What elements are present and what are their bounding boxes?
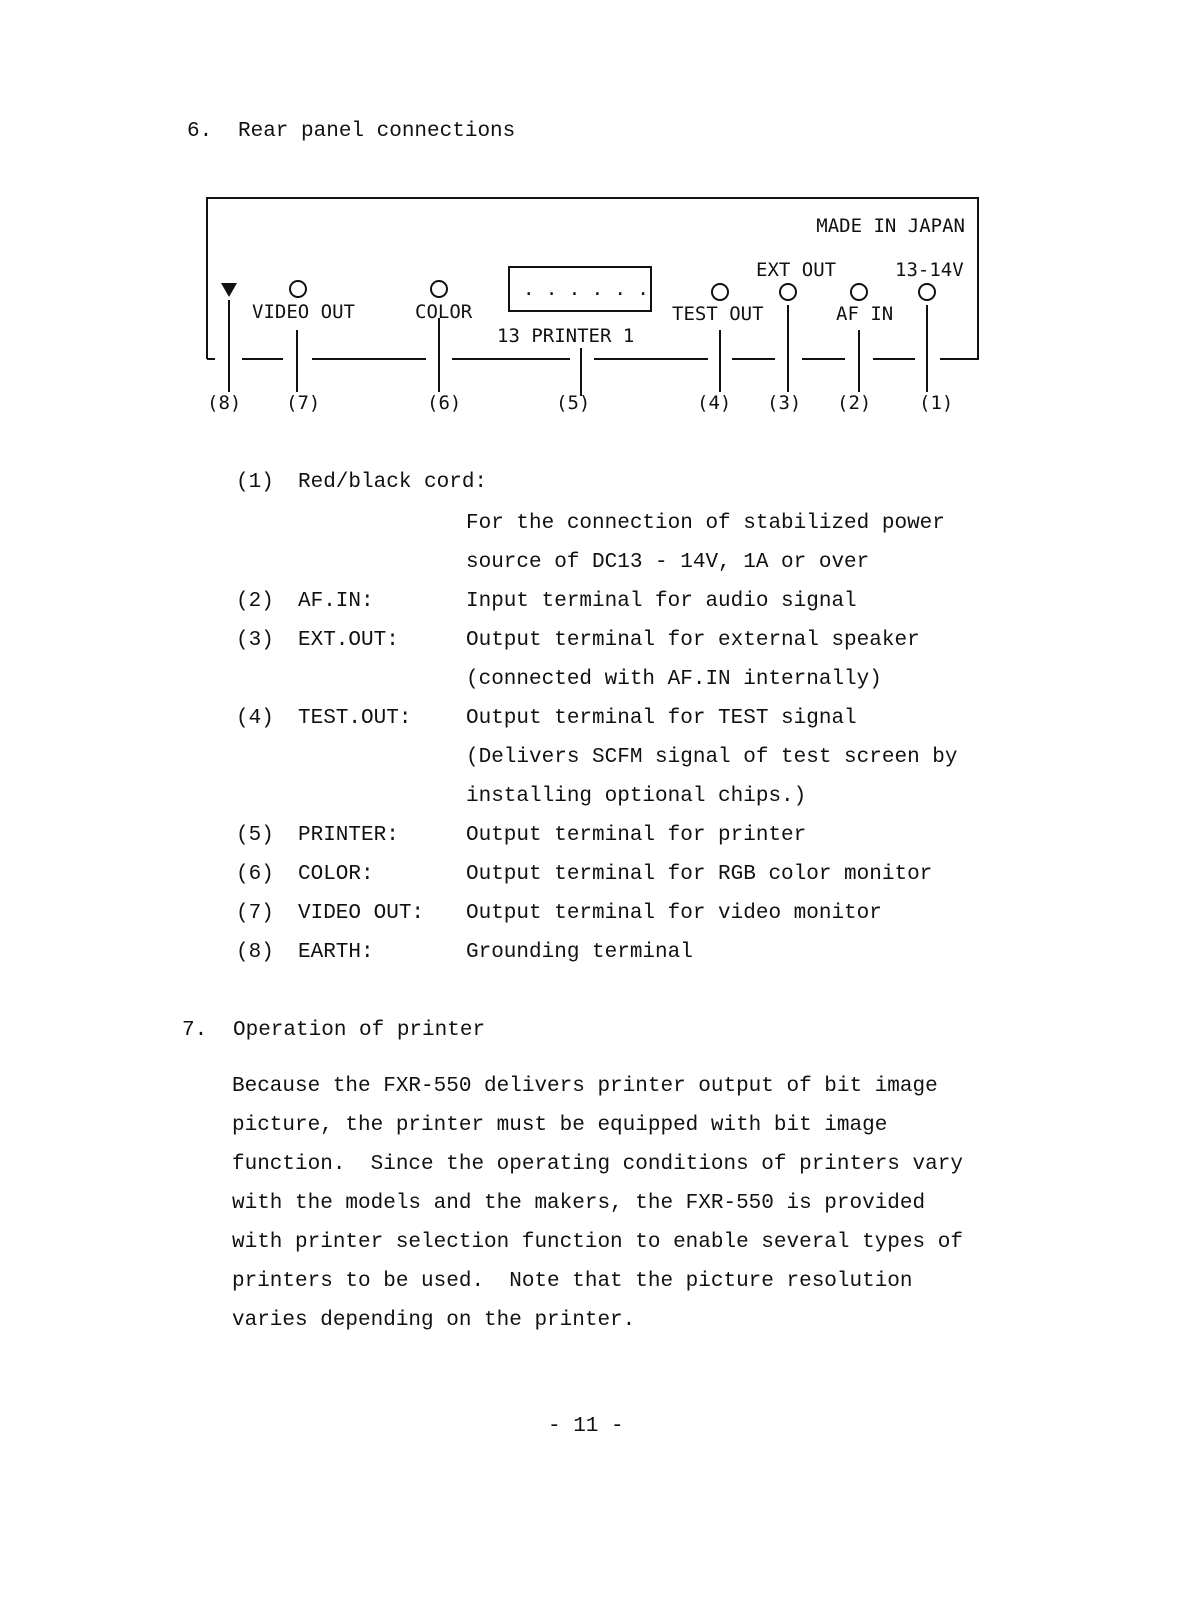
item-number: (4) — [236, 707, 274, 730]
item-description: Output terminal for external speaker — [466, 629, 920, 652]
callout-2: (2) — [837, 392, 872, 414]
callout-7: (7) — [286, 392, 321, 414]
color-jack — [431, 281, 447, 297]
item-number: (1) — [236, 471, 274, 494]
voltage-label: 13-14V — [895, 259, 964, 281]
item-description: Output terminal for RGB color monitor — [466, 863, 933, 886]
paragraph-line: with the models and the makers, the FXR-550 is provided — [232, 1192, 926, 1215]
power-cord-jack — [919, 284, 935, 300]
item-number: (6) — [236, 863, 274, 886]
item-label: Red/black cord: — [298, 471, 488, 494]
item-number: (3) — [236, 629, 274, 652]
item-label: EXT.OUT: — [298, 629, 399, 652]
paragraph-line: varies depending on the printer. — [232, 1309, 636, 1332]
paragraph-line: function. Since the operating conditions of printers vary — [232, 1153, 963, 1176]
callout-6: (6) — [427, 392, 462, 414]
callout-5: (5) — [556, 392, 591, 414]
test-out-label: TEST OUT — [672, 303, 764, 325]
item-number: (5) — [236, 824, 274, 847]
ext-out-jack — [780, 284, 796, 300]
test-out-jack — [712, 284, 728, 300]
item-label: TEST.OUT: — [298, 707, 412, 730]
af-in-jack — [851, 284, 867, 300]
paragraph-line: printers to be used. Note that the picture resolution — [232, 1270, 913, 1293]
ext-out-label: EXT OUT — [756, 259, 837, 281]
section-6-title: Rear panel connections — [238, 120, 516, 143]
printer-connector-dots: . . . . . . — [523, 278, 649, 300]
item-description: Output terminal for printer — [466, 824, 807, 847]
item-description: source of DC13 - 14V, 1A or over — [466, 551, 870, 574]
item-number: (7) — [236, 902, 274, 925]
item-description: Output terminal for TEST signal — [466, 707, 857, 730]
item-label: AF.IN: — [298, 590, 374, 613]
item-number: (8) — [236, 941, 274, 964]
made-in-japan-label: MADE IN JAPAN — [816, 215, 965, 237]
item-label: VIDEO OUT: — [298, 902, 425, 925]
paragraph-line: with printer selection function to enable several types of — [232, 1231, 963, 1254]
section-7-number: 7. — [182, 1019, 208, 1042]
rear-panel-diagram — [0, 0, 1188, 440]
callout-3: (3) — [767, 392, 802, 414]
video-out-label: VIDEO OUT — [252, 301, 355, 323]
callout-1: (1) — [919, 392, 954, 414]
paragraph-line: Because the FXR-550 delivers printer output of bit image — [232, 1075, 938, 1098]
color-label: COLOR — [415, 301, 473, 323]
callout-4: (4) — [697, 392, 732, 414]
item-description: For the connection of stabilized power — [466, 512, 945, 535]
item-description: Input terminal for audio signal — [466, 590, 857, 613]
earth-terminal-icon — [221, 283, 237, 297]
item-label: COLOR: — [298, 863, 374, 886]
item-label: EARTH: — [298, 941, 374, 964]
item-description: Grounding terminal — [466, 941, 693, 964]
video-out-jack — [290, 281, 306, 297]
item-description: (Delivers SCFM signal of test screen by — [466, 746, 958, 769]
af-in-label: AF IN — [836, 303, 894, 325]
callout-8: (8) — [207, 392, 242, 414]
item-label: PRINTER: — [298, 824, 399, 847]
item-description: Output terminal for video monitor — [466, 902, 882, 925]
section-6-number: 6. — [187, 120, 213, 143]
item-number: (2) — [236, 590, 274, 613]
page-number: - 11 - — [548, 1415, 624, 1438]
section-7-paragraph — [232, 1067, 1012, 1340]
printer-label: 13 PRINTER 1 — [497, 325, 635, 347]
item-description: (connected with AF.IN internally) — [466, 668, 882, 691]
paragraph-line: picture, the printer must be equipped with bit image — [232, 1114, 888, 1137]
section-7-title: Operation of printer — [233, 1019, 486, 1042]
item-description: installing optional chips.) — [466, 785, 807, 808]
